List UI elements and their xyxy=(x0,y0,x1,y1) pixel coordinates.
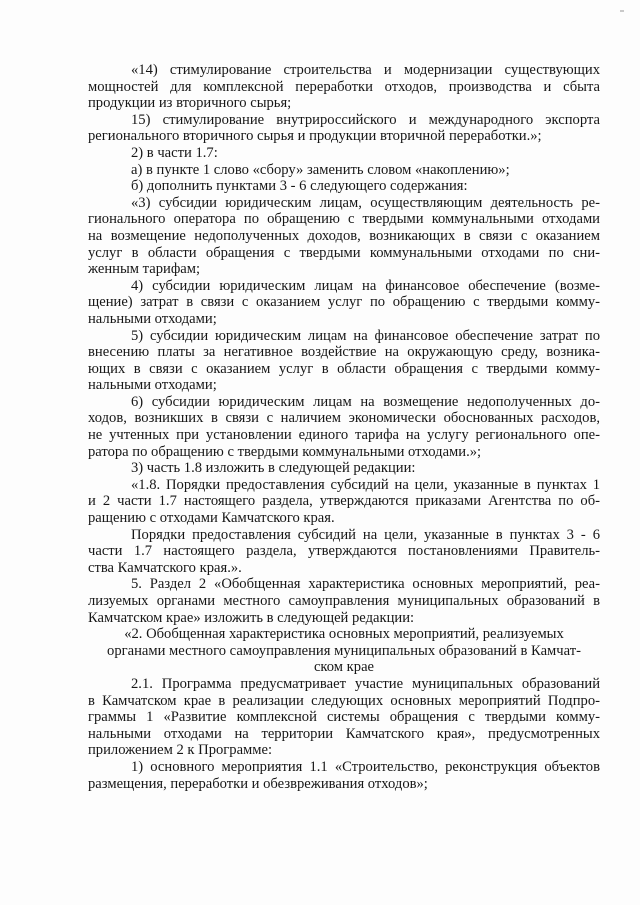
text-line: 5. Раздел 2 «Обобщенная характеристика основных мероприятий, реа- xyxy=(131,576,600,593)
paragraph xyxy=(88,62,600,112)
text-line: органами местного самоуправления муниципальных образований в Камчат- xyxy=(107,642,581,659)
text-line: 4) субсидии юридическим лицам на финансовое обеспечение (возме- xyxy=(131,277,600,294)
paragraph xyxy=(88,178,600,195)
text-line: а) в пункте 1 слово «сбору» заменить словом «накоплению»; xyxy=(131,161,510,178)
paragraph xyxy=(88,460,600,477)
text-line: 2.1. Программа предусматривает участие муниципальных образований xyxy=(131,675,600,692)
text-line: внесению платы за негативное воздействие на окружающую среду, возника- xyxy=(88,344,600,361)
paragraph xyxy=(88,759,600,792)
section-heading xyxy=(88,626,600,676)
text-line: лизуемых органами местного самоуправления муниципальных образований в xyxy=(88,593,600,609)
text-line: ства Камчатского края.». xyxy=(88,559,242,576)
paragraph xyxy=(88,394,600,460)
paragraph xyxy=(88,162,600,179)
paragraph xyxy=(88,477,600,527)
text-line: граммы 1 «Развитие комплексной системы обращения с твердыми комму- xyxy=(88,709,600,726)
text-line: щение) затрат в связи с оказанием услуг по обращению с твердыми комму- xyxy=(88,294,600,311)
text-line: не учтенных при установлении единого тарифа на услугу регионального опе- xyxy=(88,427,600,444)
text-line: услуг в области обращения с твердыми коммунальными отходами по сни- xyxy=(88,244,600,261)
paragraph xyxy=(88,112,600,145)
text-line: ском крае xyxy=(313,659,375,676)
text-line: женным тарифам; xyxy=(88,261,201,278)
text-line: 15) стимулирование внутрироссийского и международного экспорта xyxy=(131,111,600,128)
text-line: нальными отходами; xyxy=(88,310,217,327)
text-line: части 1.7 настоящего раздела, утверждаются постановлениями Правитель- xyxy=(88,543,600,560)
text-line: 1) основного мероприятия 1.1 «Строительство, реконструкция объектов xyxy=(131,758,600,775)
text-line: гионального оператора по обращению с твердыми коммунальными отходами xyxy=(88,211,600,228)
text-line: Порядки предоставления субсидий на цели, указанные в пунктах 3 - 6 xyxy=(131,526,600,543)
text-line: приложением 2 к Программе: xyxy=(88,742,273,759)
text-line: ющих в связи с оказанием услуг в области обращения с твердыми комму- xyxy=(88,360,600,377)
paragraph xyxy=(88,576,600,626)
text-line: 5) субсидии юридическим лицам на финансовое обеспечение затрат по xyxy=(131,327,600,344)
text-line: нальными отходами; xyxy=(88,377,217,394)
text-line: 6) субсидии юридическим лицам на возмещение недополученных до- xyxy=(131,393,600,410)
document-body xyxy=(88,62,600,792)
text-line: «2. Обобщенная характеристика основных мероприятий, реализуемых xyxy=(124,626,564,643)
text-line: регионального вторичного сырья и продукции вторичной переработки.»; xyxy=(88,128,542,145)
text-line: 2) в части 1.7: xyxy=(131,144,218,161)
paragraph xyxy=(88,195,600,278)
paragraph xyxy=(88,676,600,759)
text-line: «1.8. Порядки предоставления субсидий на цели, указанные в пунктах 1 xyxy=(131,476,600,493)
scan-mark xyxy=(620,10,624,12)
text-line: и 2 части 1.7 настоящего раздела, утверждаются приказами Агентства по об- xyxy=(88,493,600,510)
text-line: 3) часть 1.8 изложить в следующей редакции: xyxy=(131,460,416,477)
text-line: б) дополнить пунктами 3 - 6 следующего содержания: xyxy=(131,178,468,195)
text-line: нальными отходами на территории Камчатского края», предусмотренных xyxy=(88,725,600,742)
text-line: на возмещение недополученных доходов, возникающих в связи с оказанием xyxy=(88,227,600,244)
text-line: ходов, возникших в связи с наличием экономически обоснованных расходов, xyxy=(88,410,600,427)
text-line: в Камчатском крае в реализации следующих основных мероприятий Подпро- xyxy=(88,692,600,709)
text-line: «3) субсидии юридическим лицам, осуществляющим деятельность ре- xyxy=(131,194,600,211)
paragraph xyxy=(88,145,600,162)
text-line: продукции из вторичного сырья; xyxy=(88,95,292,112)
text-line: ращению с отходами Камчатского края. xyxy=(88,510,335,527)
paragraph xyxy=(88,527,600,577)
text-line: размещения, переработки и обезвреживания отходов»; xyxy=(88,775,428,792)
paragraph xyxy=(88,278,600,328)
paragraph xyxy=(88,328,600,394)
text-line: «14) стимулирование строительства и модернизации существующих xyxy=(131,62,600,78)
text-line: ратора по обращению с твердыми коммунальными отходами.»; xyxy=(88,443,482,460)
text-line: мощностей для комплексной переработки отходов, производства и сбыта xyxy=(88,78,600,95)
text-line: Камчатском крае» изложить в следующей редакции: xyxy=(88,609,415,626)
